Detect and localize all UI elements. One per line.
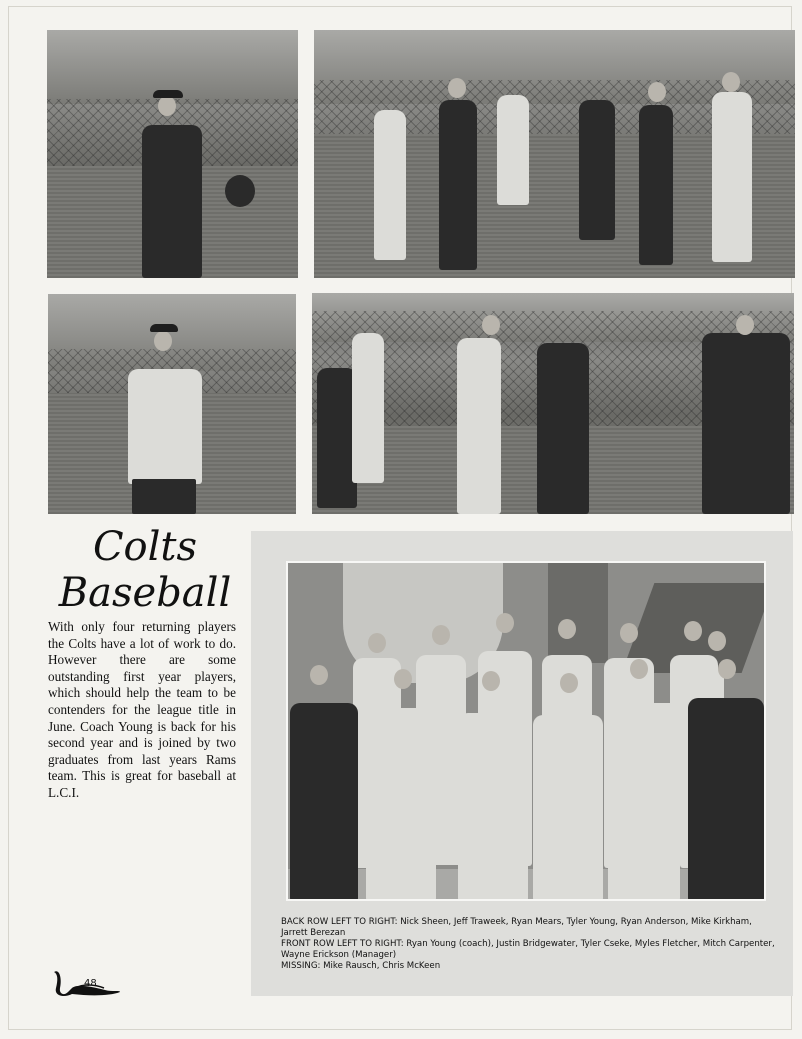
team-photo xyxy=(286,561,766,901)
title-line-2: Baseball xyxy=(58,570,232,616)
photo-warm-up xyxy=(312,293,794,514)
photo-group-stretching xyxy=(314,30,795,278)
article-body: With only four returning players the Colts have a lot of work to do. However there are some outstanding first year players, which should help the team to be contenders for the league title in June. Coach Young is back for his second year and is joined by two graduates from last years Rams team. This is great for baseball at L.C.I. xyxy=(48,619,236,800)
caption-back-row: BACK ROW LEFT TO RIGHT: Nick Sheen, Jeff Traweek, Ryan Mears, Tyler Young, Ryan Anderson, Mike Kirkham, Jarrett Berezan xyxy=(281,917,752,938)
caption-missing: MISSING: Mike Rausch, Chris McKeen xyxy=(281,961,441,971)
photo-pitcher xyxy=(47,30,298,278)
title-line-1: Colts xyxy=(92,524,198,570)
team-caption xyxy=(281,917,781,972)
photo-player-with-ball xyxy=(48,294,296,514)
caption-front-row: FRONT ROW LEFT TO RIGHT: Ryan Young (coach), Justin Bridgewater, Tyler Cseke, Myles Fletcher, Mitch Carpenter, Wayne Erickson (Manager) xyxy=(281,939,775,960)
article-title xyxy=(40,524,250,616)
page-number: 48 xyxy=(84,978,97,989)
